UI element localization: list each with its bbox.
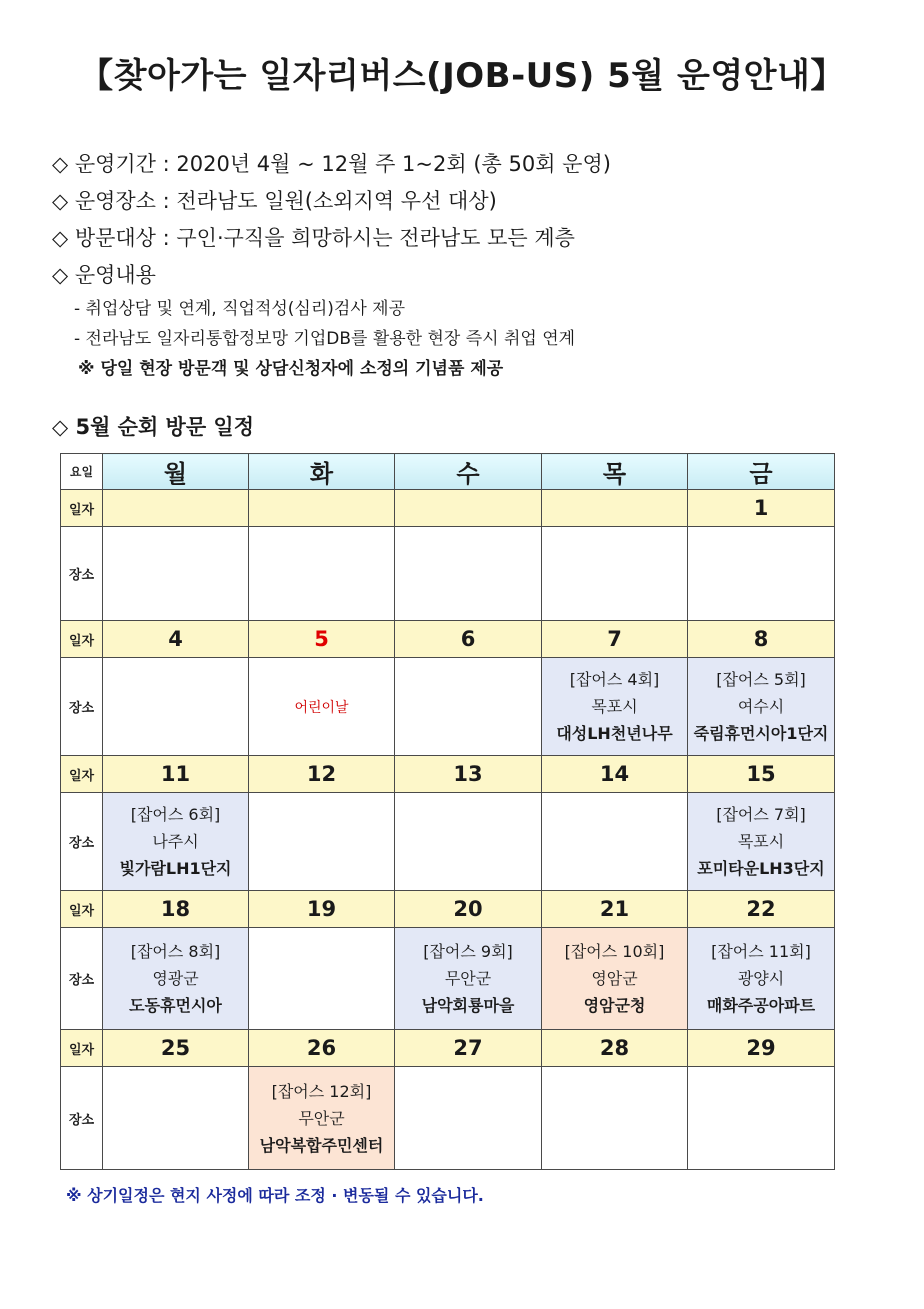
place-row xyxy=(61,658,835,756)
place-row-label: 장소 xyxy=(61,928,103,1030)
place-row-label: 장소 xyxy=(61,793,103,891)
event-city: 목포시 xyxy=(737,832,785,851)
event-cell xyxy=(103,793,249,891)
info-period: ◇ 운영기간 : 2020년 4월 ~ 12월 주 1~2회 (총 50회 운영) xyxy=(52,152,611,176)
date-cell: 15 xyxy=(688,756,835,793)
place-row-label: 장소 xyxy=(61,527,103,621)
date-cell xyxy=(249,490,395,527)
event-city: 무안군 xyxy=(298,1108,345,1128)
event-cell xyxy=(542,658,688,756)
date-row-label: 일자 xyxy=(61,756,103,793)
place-row xyxy=(61,527,835,621)
event-city: 목포시 xyxy=(591,697,638,716)
event-cell xyxy=(688,793,835,891)
event-venue: 대성LH천년나무 xyxy=(556,724,673,743)
empty-place-cell xyxy=(542,527,688,621)
event-city: 나주시 xyxy=(152,832,199,851)
operation-info xyxy=(52,146,892,384)
event-venue: 도동휴먼시아 xyxy=(129,996,222,1015)
event-round: [잡어스 10회] xyxy=(564,942,665,961)
event-cell xyxy=(688,928,835,1030)
date-row-label: 일자 xyxy=(61,1030,103,1067)
empty-place-cell xyxy=(103,658,249,756)
date-cell: 4 xyxy=(103,621,249,658)
event-venue: 빛가람LH1단지 xyxy=(119,859,232,878)
event-cell xyxy=(542,928,688,1030)
date-cell: 22 xyxy=(688,891,835,928)
empty-place-cell xyxy=(395,1067,542,1170)
empty-place-cell xyxy=(103,1067,249,1170)
event-round: [잡어스 4회] xyxy=(569,670,660,689)
info-content-item: - 취업상담 및 연계, 직업적성(심리)검사 제공 xyxy=(74,299,405,319)
date-cell xyxy=(395,490,542,527)
empty-place-cell xyxy=(395,658,542,756)
weekday-tue: 화 xyxy=(249,454,395,490)
date-cell: 27 xyxy=(395,1030,542,1067)
event-round: [잡어스 5회] xyxy=(716,670,806,689)
date-cell: 12 xyxy=(249,756,395,793)
empty-place-cell xyxy=(688,527,835,621)
empty-place-cell xyxy=(542,793,688,891)
place-row-label: 장소 xyxy=(61,1067,103,1170)
date-cell: 19 xyxy=(249,891,395,928)
weekday-mon: 월 xyxy=(103,454,249,490)
weekday-thu: 목 xyxy=(542,454,688,490)
date-cell: 25 xyxy=(103,1030,249,1067)
empty-place-cell xyxy=(103,527,249,621)
event-city: 영광군 xyxy=(152,969,199,988)
date-cell: 28 xyxy=(542,1030,688,1067)
event-city: 여수시 xyxy=(737,697,785,716)
info-content-item: - 전라남도 일자리통합정보망 기업DB를 활용한 현장 즉시 취업 연계 xyxy=(74,329,576,349)
empty-place-cell xyxy=(395,793,542,891)
schedule-table xyxy=(60,453,835,1170)
weekday-fri: 금 xyxy=(688,454,835,490)
holiday-label: 어린이날 xyxy=(294,699,349,716)
date-cell: 13 xyxy=(395,756,542,793)
date-cell: 11 xyxy=(103,756,249,793)
empty-place-cell xyxy=(395,527,542,621)
date-cell: 8 xyxy=(688,621,835,658)
event-round: [잡어스 8회] xyxy=(130,942,221,961)
event-cell xyxy=(249,1067,395,1170)
event-city: 영암군 xyxy=(591,969,638,988)
date-cell: 20 xyxy=(395,891,542,928)
date-row-label: 일자 xyxy=(61,621,103,658)
event-round: [잡어스 12회] xyxy=(271,1081,372,1101)
event-cell xyxy=(395,928,542,1030)
place-row xyxy=(61,1067,835,1170)
date-row-label: 일자 xyxy=(61,490,103,527)
event-venue: 매화주공아파트 xyxy=(706,996,816,1015)
date-row xyxy=(61,756,835,793)
place-row xyxy=(61,928,835,1030)
event-round: [잡어스 6회] xyxy=(130,805,221,824)
event-round: [잡어스 11회] xyxy=(711,942,811,961)
empty-place-cell xyxy=(542,1067,688,1170)
date-cell: 1 xyxy=(688,490,835,527)
schedule-section-title: ◇ 5월 순회 방문 일정 xyxy=(52,415,255,439)
event-venue: 남악회룡마을 xyxy=(421,996,515,1015)
info-content-title: ◇ 운영내용 xyxy=(52,263,156,287)
page-title: 【찾아가는 일자리버스(JOB-US) 5월 운영안내】 xyxy=(79,56,845,96)
empty-place-cell xyxy=(249,928,395,1030)
date-cell xyxy=(542,490,688,527)
footnote: ※ 상기일정은 현지 사정에 따라 조정 · 변동될 수 있습니다. xyxy=(66,1186,484,1205)
weekday-wed: 수 xyxy=(395,454,542,490)
holiday-cell xyxy=(249,658,395,756)
place-row xyxy=(61,793,835,891)
event-venue: 영암군청 xyxy=(583,996,646,1015)
empty-place-cell xyxy=(249,527,395,621)
info-target: ◇ 방문대상 : 구인·구직을 희망하시는 전라남도 모든 계층 xyxy=(52,226,575,250)
event-cell xyxy=(688,658,835,756)
date-row xyxy=(61,621,835,658)
event-city: 무안군 xyxy=(444,969,492,988)
event-round: [잡어스 9회] xyxy=(423,942,513,961)
date-cell: 18 xyxy=(103,891,249,928)
event-city: 광양시 xyxy=(737,969,785,988)
date-row xyxy=(61,490,835,527)
event-round: [잡어스 7회] xyxy=(716,805,806,824)
date-row xyxy=(61,891,835,928)
date-cell: 14 xyxy=(542,756,688,793)
event-venue: 포미타운LH3단지 xyxy=(697,859,825,878)
event-venue: 죽림휴먼시아1단지 xyxy=(693,724,829,743)
weekday-header-label: 요일 xyxy=(61,454,103,490)
date-row-label: 일자 xyxy=(61,891,103,928)
weekday-header-row xyxy=(61,454,835,490)
date-cell: 7 xyxy=(542,621,688,658)
event-venue: 남악복합주민센터 xyxy=(259,1135,384,1155)
empty-place-cell xyxy=(249,793,395,891)
empty-place-cell xyxy=(688,1067,835,1170)
date-cell: 26 xyxy=(249,1030,395,1067)
date-cell: 5 xyxy=(249,621,395,658)
info-notice: ※ 당일 현장 방문객 및 상담신청자에 소정의 기념품 제공 xyxy=(78,359,504,379)
date-cell: 6 xyxy=(395,621,542,658)
date-cell xyxy=(103,490,249,527)
place-row-label: 장소 xyxy=(61,658,103,756)
info-place: ◇ 운영장소 : 전라남도 일원(소외지역 우선 대상) xyxy=(52,189,497,213)
date-cell: 21 xyxy=(542,891,688,928)
date-row xyxy=(61,1030,835,1067)
date-cell: 29 xyxy=(688,1030,835,1067)
event-cell xyxy=(103,928,249,1030)
